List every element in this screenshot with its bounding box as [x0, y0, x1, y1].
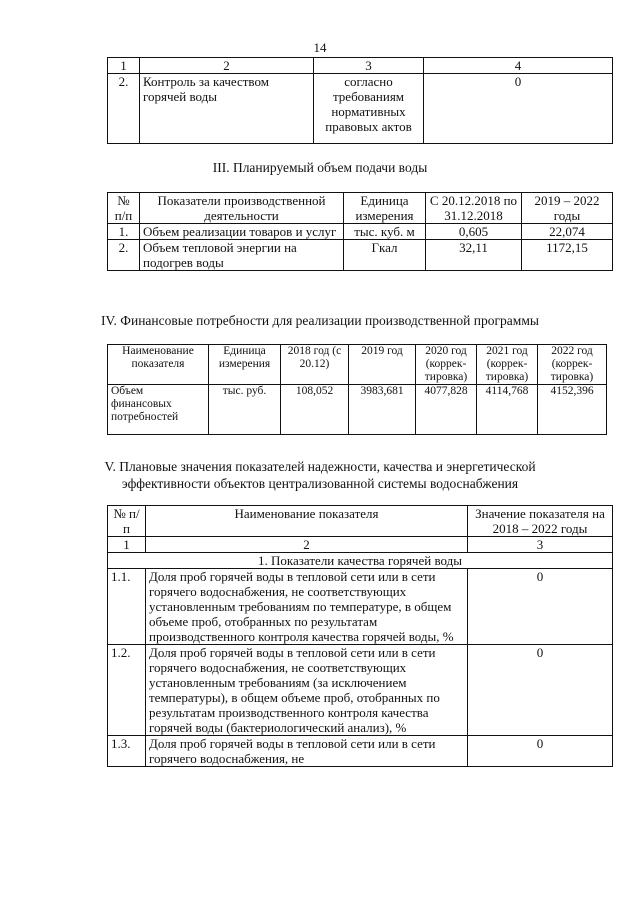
header-value: Значение показателя на 2018 – 2022 годы — [468, 506, 613, 537]
header-cell: 2022 год (коррек-тировка) — [538, 345, 607, 385]
row-value: 0 — [424, 74, 613, 144]
row-value: 3983,681 — [349, 385, 416, 435]
row-requirement: согласно требованиям нормативных правовых актов — [314, 74, 424, 144]
row-value: 4114,768 — [477, 385, 538, 435]
row-indicator: Объем тепловой энергии на подогрев воды — [140, 240, 344, 271]
col-number: 3 — [314, 58, 424, 74]
row-value: 108,052 — [281, 385, 349, 435]
finance-table — [107, 344, 607, 435]
col-number: 2 — [140, 58, 314, 74]
row-unit: тыс. куб. м — [344, 224, 426, 240]
row-value: 0 — [468, 736, 613, 767]
row-period1: 32,11 — [426, 240, 522, 271]
header-cell: 2019 год — [349, 345, 416, 385]
water-supply-table — [107, 192, 613, 271]
table-row — [108, 240, 613, 271]
header-cell: 2020 год (коррек-тировка) — [416, 345, 477, 385]
table-row — [108, 569, 613, 645]
section5-heading-line2: эффективности объектов централизованной системы водоснабжения — [121, 476, 519, 491]
table-header-row — [108, 58, 613, 74]
row-period2: 1172,15 — [522, 240, 613, 271]
table-header-row — [108, 506, 613, 537]
row-number: 1.1. — [108, 569, 146, 645]
section4-heading: IV. Финансовые потребности для реализации производственной программы — [101, 313, 539, 328]
header-cell: 2018 год (с 20.12) — [281, 345, 349, 385]
table-header-row — [108, 193, 613, 224]
col-number: 3 — [468, 537, 613, 553]
table-row — [108, 736, 613, 767]
column-number-row — [108, 537, 613, 553]
indicators-table — [107, 505, 613, 767]
col-number: 2 — [146, 537, 468, 553]
col-number: 1 — [108, 537, 146, 553]
row-unit: тыс. руб. — [209, 385, 281, 435]
row-number: 2. — [108, 240, 140, 271]
row-number: 2. — [108, 74, 140, 144]
section3-heading: III. Планируемый объем подачи воды — [212, 160, 428, 175]
row-number: 1.2. — [108, 645, 146, 736]
header-period1: С 20.12.2018 по 31.12.2018 — [426, 193, 522, 224]
header-num: № п/п — [108, 506, 146, 537]
row-indicator: Объем реализации товаров и услуг — [140, 224, 344, 240]
row-name: Контроль за качеством горячей воды — [140, 74, 314, 144]
section5-heading-line1: V. Плановые значения показателей надежности, качества и энергетической — [104, 459, 536, 474]
row-indicator: Объем финансовых потребностей — [108, 385, 209, 435]
col-number: 4 — [424, 58, 613, 74]
header-name: Наименование показателя — [146, 506, 468, 537]
row-text: Доля проб горячей воды в тепловой сети или в сети горячего водоснабжения, не соответствующих установленным требованиям по температуре, в общем объеме проб, отобранных по результатам производственного контроля качества горячей воды, % — [146, 569, 468, 645]
header-cell: Наименование показателя — [108, 345, 209, 385]
header-cell: Единица измерения — [209, 345, 281, 385]
row-text: Доля проб горячей воды в тепловой сети или в сети горячего водоснабжения, не соответствующих установленным требованиям (за исключением температуры), в общем объеме проб, отобранных по результатам производственного контроля качества горячей воды (бактериологический анализ), % — [146, 645, 468, 736]
row-unit: Гкал — [344, 240, 426, 271]
row-number: 1.3. — [108, 736, 146, 767]
row-period1: 0,605 — [426, 224, 522, 240]
table-header-row — [108, 345, 607, 385]
continuation-table — [107, 57, 613, 144]
row-text: Доля проб горячей воды в тепловой сети или в сети горячего водоснабжения, не — [146, 736, 468, 767]
col-number: 1 — [108, 58, 140, 74]
header-indicator: Показатели производственной деятельности — [140, 193, 344, 224]
row-value: 4077,828 — [416, 385, 477, 435]
header-period2: 2019 – 2022 годы — [522, 193, 613, 224]
row-period2: 22,074 — [522, 224, 613, 240]
group-title: 1. Показатели качества горячей воды — [108, 553, 613, 569]
table-row — [108, 385, 607, 435]
header-cell: 2021 год (коррек-тировка) — [477, 345, 538, 385]
table-row — [108, 224, 613, 240]
table-row — [108, 645, 613, 736]
page-number: 14 — [313, 40, 327, 55]
group-title-row — [108, 553, 613, 569]
header-num: № п/п — [108, 193, 140, 224]
row-value: 4152,396 — [538, 385, 607, 435]
header-unit: Единица измерения — [344, 193, 426, 224]
row-value: 0 — [468, 645, 613, 736]
row-number: 1. — [108, 224, 140, 240]
table-row — [108, 74, 613, 144]
row-value: 0 — [468, 569, 613, 645]
